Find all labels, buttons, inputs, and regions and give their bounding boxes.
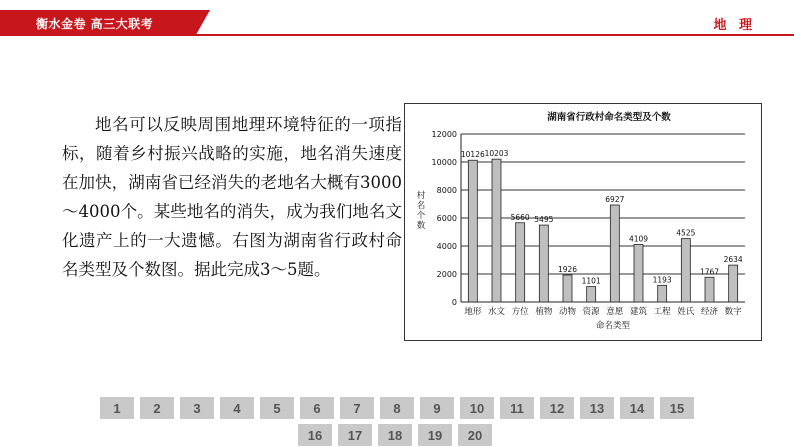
page-button-12[interactable]: 12 [540,397,574,419]
x-tick-label: 意愿 [606,307,624,317]
page-button-11[interactable]: 11 [500,397,534,419]
y-axis-label: 个 [416,211,426,221]
page-button-19[interactable]: 19 [418,424,452,446]
chart-frame [404,103,762,341]
page-button-5[interactable]: 5 [260,397,294,419]
y-tick-label: 2000 [436,270,457,279]
x-axis-label: 命名类型 [595,321,631,331]
page-button-1[interactable]: 1 [100,397,134,419]
x-tick-label: 水文 [487,307,506,317]
page-button-13[interactable]: 13 [580,397,614,419]
bar-value-label: 1101 [581,276,601,286]
bar [516,223,525,302]
bar-value-label: 5660 [510,212,530,222]
chart-title: 湖南省行政村命名类型及个数 [547,112,671,123]
page-button-4[interactable]: 4 [220,397,254,419]
x-tick-label: 姓氏 [677,307,695,317]
bar-value-label: 1767 [699,267,720,277]
bar [705,277,714,302]
y-axis-label: 村 [416,191,426,201]
exam-title: 衡水金卷 高三大联考 [36,17,154,31]
y-axis-label: 名 [416,201,426,211]
x-tick-label: 工程 [653,307,671,317]
x-tick-label: 资源 [582,307,600,317]
bar [492,159,501,302]
bar-value-label: 1193 [652,275,672,285]
bar-value-label: 4525 [676,228,696,238]
x-tick-label: 建筑 [629,307,648,317]
page-button-10[interactable]: 10 [460,397,494,419]
bar-value-label: 5495 [534,215,554,225]
page-button-3[interactable]: 3 [180,397,214,419]
page-button-8[interactable]: 8 [380,397,414,419]
page-button-9[interactable]: 9 [420,397,454,419]
y-tick-label: 4000 [436,242,457,251]
bar [681,239,690,302]
bar-value-label: 1926 [557,265,578,275]
bar [634,244,643,302]
x-tick-label: 经济 [700,307,719,317]
x-tick-label: 植物 [535,307,553,317]
bar-value-label: 2634 [723,255,743,265]
y-tick-label: 0 [451,298,457,307]
page-button-18[interactable]: 18 [378,424,412,446]
y-axis-label: 数 [416,221,426,231]
bar-chart [405,104,761,340]
y-tick-label: 10000 [431,158,457,167]
page-button-20[interactable]: 20 [458,424,492,446]
header-divider [0,34,794,36]
bar [610,205,619,302]
bar [658,285,667,302]
x-tick-label: 地形 [464,307,482,317]
bar [539,225,548,302]
y-tick-label: 8000 [436,186,457,195]
x-tick-label: 动物 [558,307,577,317]
subject-label: 地 理 [713,18,756,33]
x-tick-label: 数字 [724,307,742,317]
bar [729,265,738,302]
y-tick-label: 6000 [436,214,457,223]
question-passage: 地名可以反映周围地理环境特征的一项指标，随着乡村振兴战略的实施，地名消失速度在加快，湖南省已经消失的老地名大概有3000～4000个。某些地名的消失，成为我们地名文化遗产上的一大遗憾。右图为湖南省行政村命名类型及个数图。据此完成3～5题。 [62,115,402,279]
x-tick-label: 方位 [511,307,529,317]
bar-value-label: 10126 [460,150,485,160]
page-button-16[interactable]: 16 [298,424,332,446]
bar-value-label: 10203 [484,149,509,159]
page-button-2[interactable]: 2 [140,397,174,419]
bar-value-label: 4109 [628,234,649,244]
page-button-15[interactable]: 15 [660,397,694,419]
y-tick-label: 12000 [431,130,457,139]
page-button-17[interactable]: 17 [338,424,372,446]
page-button-7[interactable]: 7 [340,397,374,419]
bar [563,275,572,302]
page-button-14[interactable]: 14 [620,397,654,419]
bar-value-label: 6927 [605,195,625,205]
bar [587,287,596,302]
bar [468,160,477,302]
page-button-6[interactable]: 6 [300,397,334,419]
